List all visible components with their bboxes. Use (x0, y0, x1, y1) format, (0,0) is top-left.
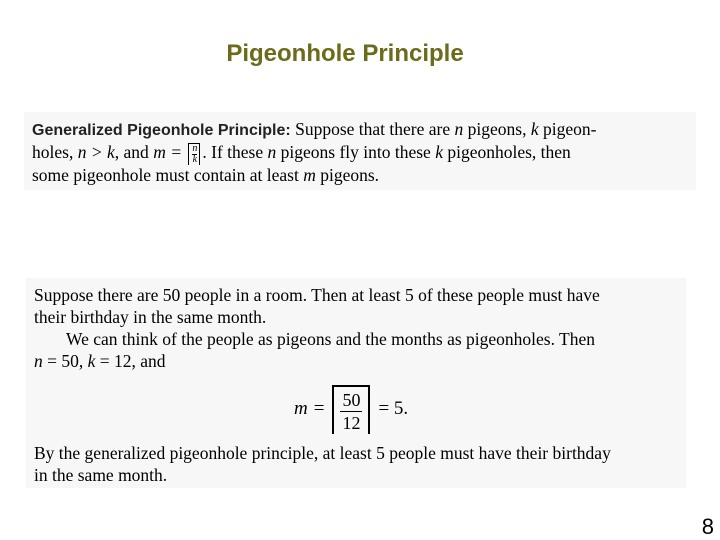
theorem-text-6: pigeonholes, then (447, 142, 571, 162)
example-var-k: k (87, 351, 96, 371)
theorem-label: Generalized Pigeonhole Principle: (32, 122, 291, 139)
theorem-line-3 (32, 164, 379, 186)
equation-m: m (294, 398, 308, 419)
example-panel (26, 278, 686, 488)
theorem-text-7: some pigeonhole must contain at least (32, 165, 299, 185)
var-k: k (530, 119, 539, 139)
equation-result: = 5. (378, 398, 409, 419)
var-n: n (454, 119, 464, 139)
theorem-panel (24, 112, 696, 190)
var-n-2: n (267, 142, 277, 162)
var-m: m (303, 165, 316, 185)
example-k-value: = 12, and (99, 351, 166, 371)
equation-numerator: 50 (342, 389, 361, 410)
ceiling-fraction (188, 143, 200, 165)
theorem-m-equals: m = (153, 142, 183, 162)
example-line-3: We can think of the people as pigeons and the months as pigeonholes. Then (66, 329, 595, 349)
example-line-5: By the generalized pigeonhole principle, at least 5 people must have their birthday (34, 443, 611, 463)
ceiling-equation (294, 381, 408, 437)
equation-equals: = (313, 398, 325, 419)
theorem-text-1: Suppose that there are (295, 119, 451, 139)
theorem-text-5: pigeons fly into these (280, 142, 431, 162)
theorem-and: , and (114, 142, 149, 162)
example-line-1: Suppose there are 50 people in a room. Then at least 5 of these people must have (34, 285, 600, 305)
var-k-2: k (435, 142, 443, 162)
example-line-2: their birthday in the same month. (34, 307, 267, 327)
example-n-value: = 50, (47, 351, 84, 371)
theorem-text-3: pigeon- (542, 119, 597, 139)
fraction-numerator: n (192, 142, 198, 154)
example-var-n: n (34, 351, 43, 371)
slide-title: Pigeonhole Principle (226, 40, 464, 67)
theorem-holes: holes, (32, 142, 74, 162)
example-line-6: in the same month. (34, 465, 168, 485)
theorem-text-4: . If these (202, 142, 264, 162)
theorem-condition: n > k (77, 142, 115, 162)
theorem-line-1 (32, 118, 596, 142)
equation-ceiling-fraction (332, 385, 370, 434)
fraction-denominator: k (192, 153, 198, 165)
theorem-text-2: pigeons, (467, 119, 527, 139)
equation-denominator: 12 (342, 412, 361, 433)
example-line-4 (34, 350, 166, 372)
theorem-line-2 (32, 141, 571, 165)
page-number: 8 (701, 514, 714, 539)
theorem-text-8: pigeons. (320, 165, 380, 185)
